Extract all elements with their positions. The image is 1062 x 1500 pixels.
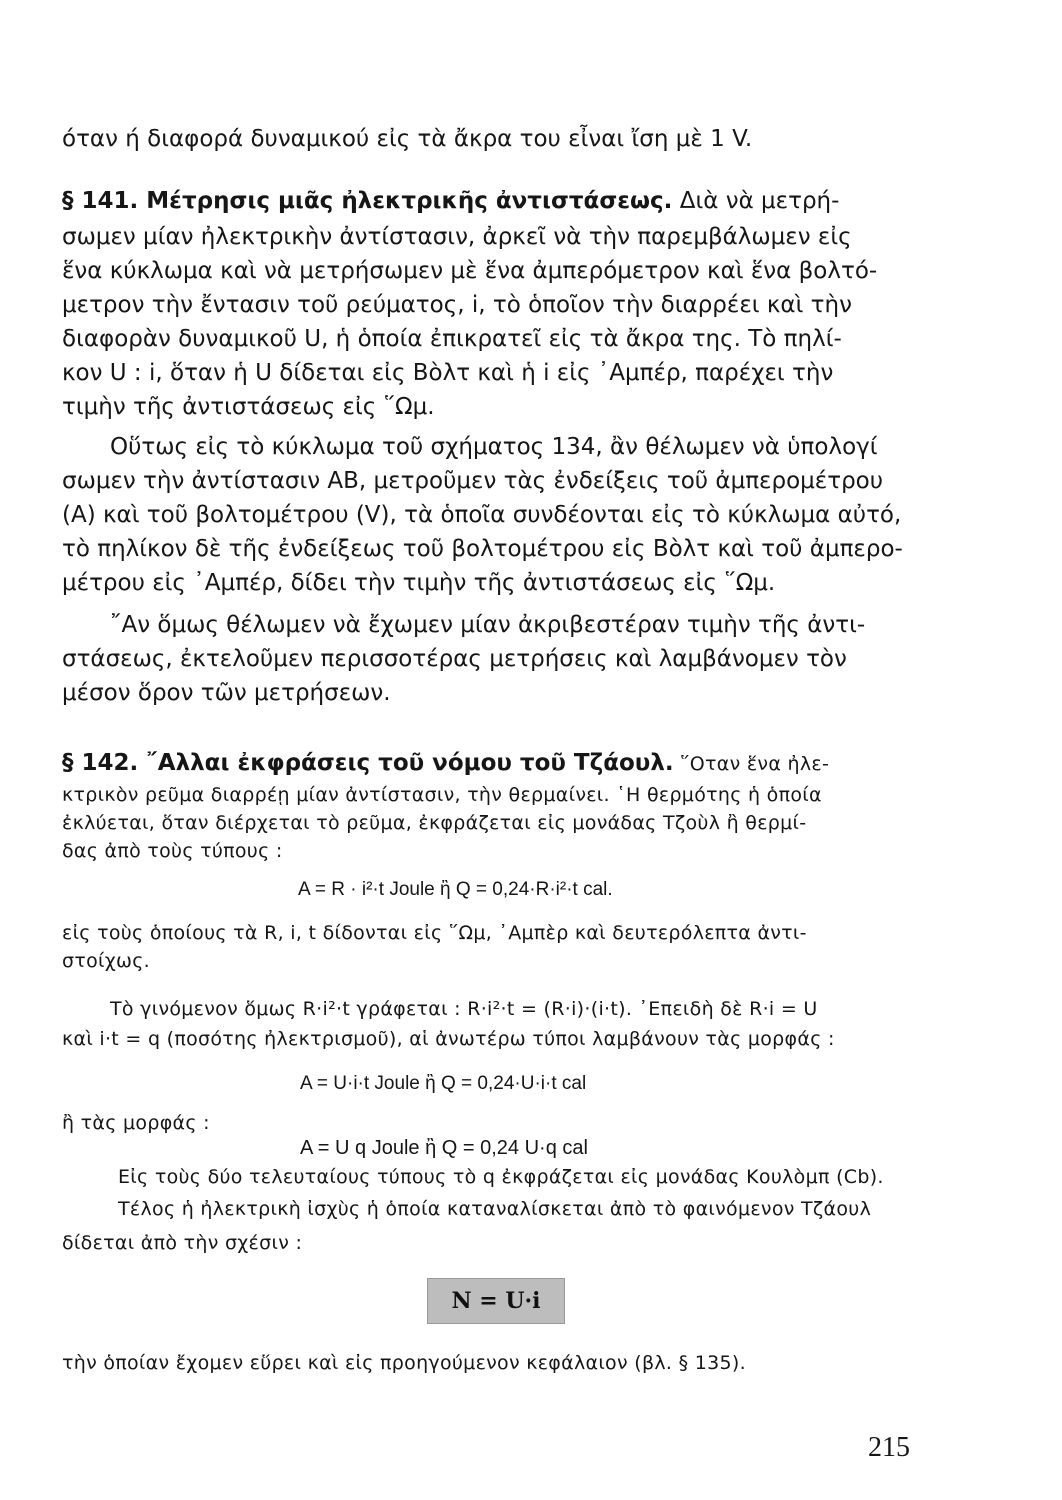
text-line-23: εἰς τοὺς ὁποίους τὰ R, i, t δίδονται εἰς ῞Ωμ, ᾽Αμπὲρ καὶ δευτερόλεπτα ἀντι-: [62, 922, 807, 944]
page-number: 215: [868, 1432, 910, 1463]
text-line-34: τὴν ὁποίαν ἔχομεν εὕρει καὶ εἰς προηγούμενον κεφάλαιον (βλ. § 135).: [62, 1352, 746, 1374]
power-formula: N = U·i: [451, 1288, 541, 1314]
section-141-heading: § 141. Μέτρησις μιᾶς ἠλεκτρικῆς ἀντιστάσεως.: [62, 188, 673, 214]
text-line-26: καὶ i·t = q (ποσότης ἠλεκτρισμοῦ), αἱ ἀνωτέρω τύποι λαμβάνουν τὰς μορφάς :: [62, 1028, 835, 1050]
text-line-4: ἕνα κύκλωμα καὶ νὰ μετρήσωμεν μὲ ἕνα ἀμπερόμετρον καὶ ἕνα βολτό-: [62, 258, 878, 284]
formula-2: A = U·i·t Joule ἢ Q = 0,24·U·i·t cal: [300, 1073, 587, 1094]
text-line-20: ἐκλύεται, ὅταν διέρχεται τὸ ρεῦμα, ἐκφράζεται εἰς μονάδας Τζοὺλ ἢ θερμί-: [62, 812, 807, 834]
text-line-16: μέσον ὅρον τῶν μετρήσεων.: [62, 680, 391, 706]
formula-1: A = R · i²·t Joule ἢ Q = 0,24·R·i²·t cal.: [298, 879, 613, 900]
power-formula-box: [427, 1278, 565, 1324]
section-142-line: [62, 748, 922, 779]
formula-3: A = U q Joule ἢ Q = 0,24 U·q cal: [300, 1137, 588, 1159]
text-line-7: κον U : i, ὅταν ἡ U δίδεται εἰς Βὸλτ καὶ ἡ i εἰς ᾽Αμπέρ, παρέχει τὴν: [62, 360, 834, 386]
text-line-5: μετρον τὴν ἔντασιν τοῦ ρεύματος, i, τὸ ὁποῖον τὴν διαρρέει καὶ τὴν: [62, 292, 852, 318]
text-line-10: σωμεν τὴν ἀντίστασιν ΑΒ, μετροῦμεν τὰς ἐνδείξεις τοῦ ἀμπερομέτρου: [62, 468, 884, 494]
text-line-13: μέτρου εἰς ᾽Αμπέρ, δίδει τὴν τιμὴν τῆς ἀντιστάσεως εἰς ῞Ωμ.: [62, 570, 776, 596]
section-141-line: [62, 186, 922, 216]
text-line-32: δίδεται ἀπὸ τὴν σχέσιν :: [62, 1232, 303, 1254]
text-line-14: ῎Αν ὅμως θέλωμεν νὰ ἔχωμεν μίαν ἀκριβεστέραν τιμὴν τῆς ἀντι-: [110, 612, 866, 638]
text-line-9: Οὕτως εἰς τὸ κύκλωμα τοῦ σχήματος 134, ἂν θέλωμεν νὰ ὑπολογί: [110, 434, 878, 460]
section-141-lead: Διὰ νὰ μετρή-: [672, 188, 840, 214]
text-line-11: (Α) καὶ τοῦ βολτομέτρου (V), τὰ ὁποῖα συνδέονται εἰς τὸ κύκλωμα αὐτό,: [62, 502, 902, 528]
text-line-24: στοίχως.: [62, 950, 151, 972]
text-line-3: σωμεν μίαν ἠλεκτρικὴν ἀντίστασιν, ἀρκεῖ νὰ τὴν παρεμβάλωμεν εἰς: [62, 224, 852, 250]
text-line-1: όταν ή διαφορά δυναμικού εἰς τὰ ἄκρα του εἶναι ἴση μὲ 1 V.: [62, 126, 753, 152]
text-line-15: στάσεως, ἐκτελοῦμεν περισσοτέρας μετρήσεις καὶ λαμβάνομεν τὸν: [62, 646, 847, 672]
text-line-6: διαφορὰν δυναμικοῦ U, ἡ ὁποία ἐπικρατεῖ εἰς τὰ ἄκρα της. Τὸ πηλί-: [62, 326, 842, 352]
text-line-28: ἢ τὰς μορφάς :: [62, 1112, 210, 1134]
text-line-19: κτρικὸν ρεῦμα διαρρέῃ μίαν ἀντίστασιν, τὴν θερμαίνει. ῾Η θερμότης ἡ ὁποία: [62, 784, 822, 806]
text-line-25: Τὸ γινόμενον ὅμως R·i²·t γράφεται : R·i²·t = (R·i)·(i·t). ᾽Επειδὴ δὲ R·i = U: [110, 998, 818, 1020]
text-line-12: τὸ πηλίκον δὲ τῆς ἐνδείξεως τοῦ βολτομέτρου εἰς Βὸλτ καὶ τοῦ ἀμπερο-: [62, 536, 903, 562]
text-line-21: δας ἀπὸ τοὺς τύπους :: [62, 840, 283, 862]
text-line-31: Τέλος ἡ ἠλεκτρικὴ ἰσχὺς ἡ ὁποία καταναλίσκεται ἀπὸ τὸ φαινόμενον Τζάουλ: [118, 1198, 872, 1220]
text-line-30: Εἰς τοὺς δύο τελευταίους τύπους τὸ q ἐκφράζεται εἰς μονάδας Κουλὸμπ (Cb).: [118, 1166, 884, 1188]
section-142-heading: § 142. ῎Αλλαι ἐκφράσεις τοῦ νόμου τοῦ Τζάουλ.: [62, 750, 674, 776]
section-142-lead: ῞Οταν ἕνα ἠλε-: [673, 753, 830, 775]
text-line-8: τιμὴν τῆς ἀντιστάσεως εἰς ῞Ωμ.: [62, 394, 435, 420]
